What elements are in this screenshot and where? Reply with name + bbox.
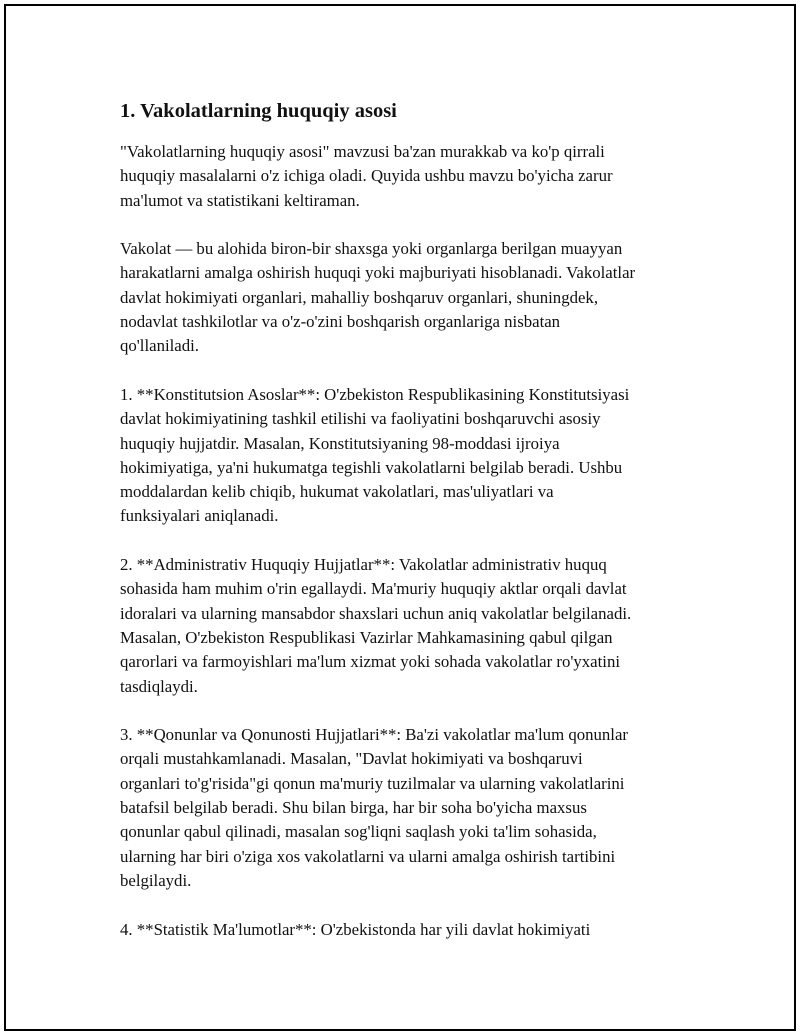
intro-paragraph: "Vakolatlarning huquqiy asosi" mavzusi ba'zan murakkab va ko'p qirrali huquqiy masalalarni o'z ichiga oladi. Quyida ushbu mavzu bo'yicha zarur ma'lumot va statistikani keltiraman.: [120, 142, 613, 210]
statistics-paragraph: 4. **Statistik Ma'lumotlar**: O'zbekistonda har yili davlat hokimiyati: [120, 919, 591, 939]
constitutional-basis-paragraph: 1. **Konstitutsion Asoslar**: O'zbekiston Respublikasining Konstitutsiyasi davlat hokimiyatining tashkil etilishi va faoliyatini boshqaruvchi asosiy huquqiy hujjatdir. Masalan, Konstitutsiyaning 98-moddasi ijroiya hokimiyatiga, ya'ni hukumatga tegishli vakolatlarni belgilab beradi. Ushbu moddalardan kelib chiqib, hukumat vakolatlari, mas'uliyatlari va funksiyalari aniqlanadi.: [120, 384, 630, 526]
section-heading: 1. Vakolatlarning huquqiy asosi: [120, 100, 397, 122]
document-body: [120, 98, 700, 966]
page-frame: [4, 4, 796, 1031]
laws-paragraph: 3. **Qonunlar va Qonunosti Hujjatlari**: Ba'zi vakolatlar ma'lum qonunlar orqali mustahkamlanadi. Masalan, "Davlat hokimiyati va boshqaruvi organlari to'g'risida"gi qonun ma'muriy tuzilmalar va ularning vakolatlarini batafsil belgilab beradi. Shu bilan birga, har bir soha bo'yicha maxsus qonunlar qabul qilinadi, masalan sog'liqni saqlash yoki ta'lim sohasida, ularning har biri o'ziga xos vakolatlarni va ularni amalga oshirish tartibini belgilaydi.: [120, 725, 628, 890]
administrative-documents-paragraph: 2. **Administrativ Huquqiy Hujjatlar**: Vakolatlar administrativ huquq sohasida ham muhim o'rin egallaydi. Ma'muriy huquqiy aktlar orqali davlat idoralari va ularning mansabdor shaxslari uchun aniq vakolatlar belgilanadi. Masalan, O'zbekiston Respublikasi Vazirlar Mahkamasining qabul qilgan qarorlari va farmoyishlari ma'lum xizmat yoki sohada vakolatlar ro'yxatini tasdiqlaydi.: [120, 555, 632, 696]
definition-paragraph: Vakolat — bu alohida biron-bir shaxsga yoki organlarga berilgan muayyan harakatlarni amalga oshirish huquqi yoki majburiyati hisoblanadi. Vakolatlar davlat hokimiyati organlari, mahalliy boshqaruv organlari, shuningdek, nodavlat tashkilotlar va o'z-o'zini boshqarish organlariga nisbatan qo'llaniladi.: [120, 239, 636, 356]
